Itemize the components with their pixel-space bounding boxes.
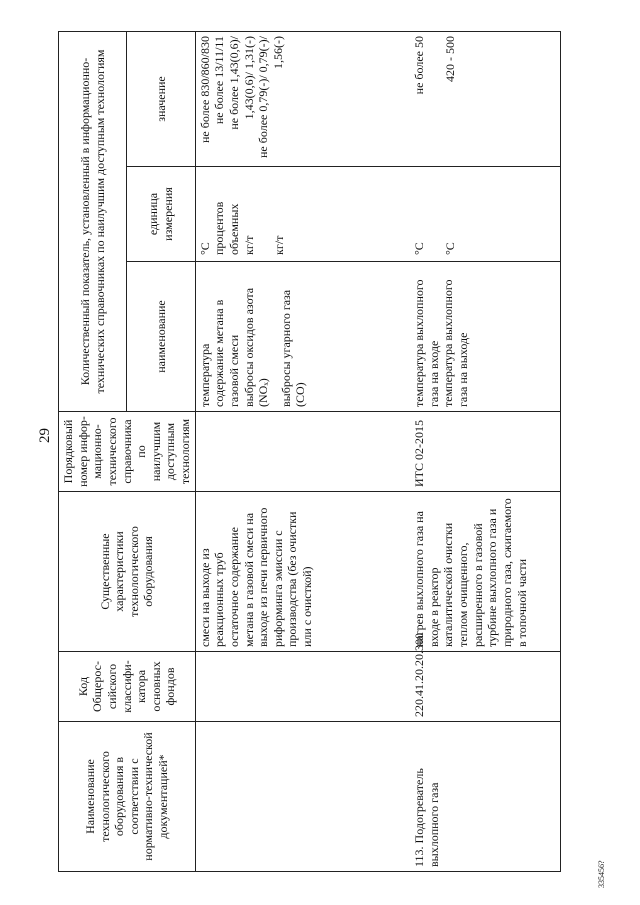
indicator-unit: процентов объемных <box>212 201 241 255</box>
table-row-continuation <box>195 32 410 872</box>
header-characteristics: Существенные характеристики технологического оборудования <box>59 492 196 652</box>
cell-characteristics: смеси на выходе из реакционных труб остаточное содержание метана в газовой смеси на выходе из печи первичного риформинга эмиссии с производства (без очистки или с очисткой) <box>195 492 410 652</box>
header-indicator-unit: единица измерения <box>127 167 195 262</box>
indicator-value: не более 13/11/11 <box>212 36 227 125</box>
indicator-unit: кг/т <box>241 235 256 255</box>
header-indicator-name: наименование <box>127 262 195 412</box>
cell-indicator-units <box>410 167 560 262</box>
cell-characteristics: нагрев выхлопного газа на входе в реактор каталитической очистки теплом очищенного, расширенного в газовой турбине выхлопного газа и природного газа, сжигаемого в топочной части <box>410 492 560 652</box>
header-equipment-name: Наименование технологического оборудования в соответствии с нормативно-технической документацией* <box>59 722 196 872</box>
cell-equipment <box>195 722 410 872</box>
indicator-value: не более 1,43(0,6)/ 1,43(0,6)/ 1,31(-) <box>226 36 256 130</box>
header-okof-code: Код Общерос-сийского классифи-катора основных фондов <box>59 652 196 722</box>
cell-code: 220.41.20.20.300 <box>410 652 560 722</box>
cell-indicator-names <box>410 262 560 412</box>
cell-indicator-names <box>195 262 410 412</box>
indicator-value: не более 0,79(-)/ 0,79(-)/ 1,56(-) <box>256 36 285 158</box>
cell-equipment <box>410 722 560 872</box>
page-number: 29 <box>37 428 53 443</box>
indicator-name: температура <box>197 343 212 407</box>
cell-indicator-units <box>195 167 410 262</box>
cell-itc: ИТС 02-2015 <box>410 412 560 492</box>
equipment-table <box>58 31 561 872</box>
header-quantitative-indicator: Количественный показатель, установленный в информационно-технических справочниках по наилучшим доступным технологиям <box>59 32 127 412</box>
row-index: 113. <box>412 846 427 867</box>
cell-indicator-values <box>410 32 560 167</box>
indicator-name: выбросы угарного газа (CO) <box>278 289 308 407</box>
indicator-unit: °С <box>197 242 212 255</box>
cell-code <box>195 652 410 722</box>
indicator-name: содержание метана в газовой смеси <box>212 299 241 407</box>
indicator-unit: °С <box>412 242 427 255</box>
cell-itc <box>195 412 410 492</box>
header-indicator-value: значение <box>127 32 195 167</box>
cell-indicator-values <box>195 32 410 167</box>
indicator-name: выбросы оксидов азота (NOₓ) <box>241 287 271 407</box>
equipment-name: Подогреватель выхлопного газа <box>412 768 441 867</box>
table-row-113 <box>410 32 560 872</box>
indicator-value: 420 - 500 <box>442 36 457 82</box>
table-header <box>59 32 196 872</box>
indicator-value: не более 830/860/830 <box>197 36 212 144</box>
indicator-name: температура выхлопного газа на входе <box>412 279 441 407</box>
indicator-name: температура выхлопного газа на выходе <box>441 279 470 407</box>
indicator-unit: °С <box>442 242 457 255</box>
header-itc-number: Порядковый номер инфор-мационно-технического справочника по наилучшим доступным технологиям <box>59 412 196 492</box>
document-code: 335456? <box>597 860 606 888</box>
indicator-value: не более 50 <box>412 36 427 95</box>
rotated-table-container <box>58 32 598 872</box>
indicator-unit: кг/т <box>272 235 287 255</box>
